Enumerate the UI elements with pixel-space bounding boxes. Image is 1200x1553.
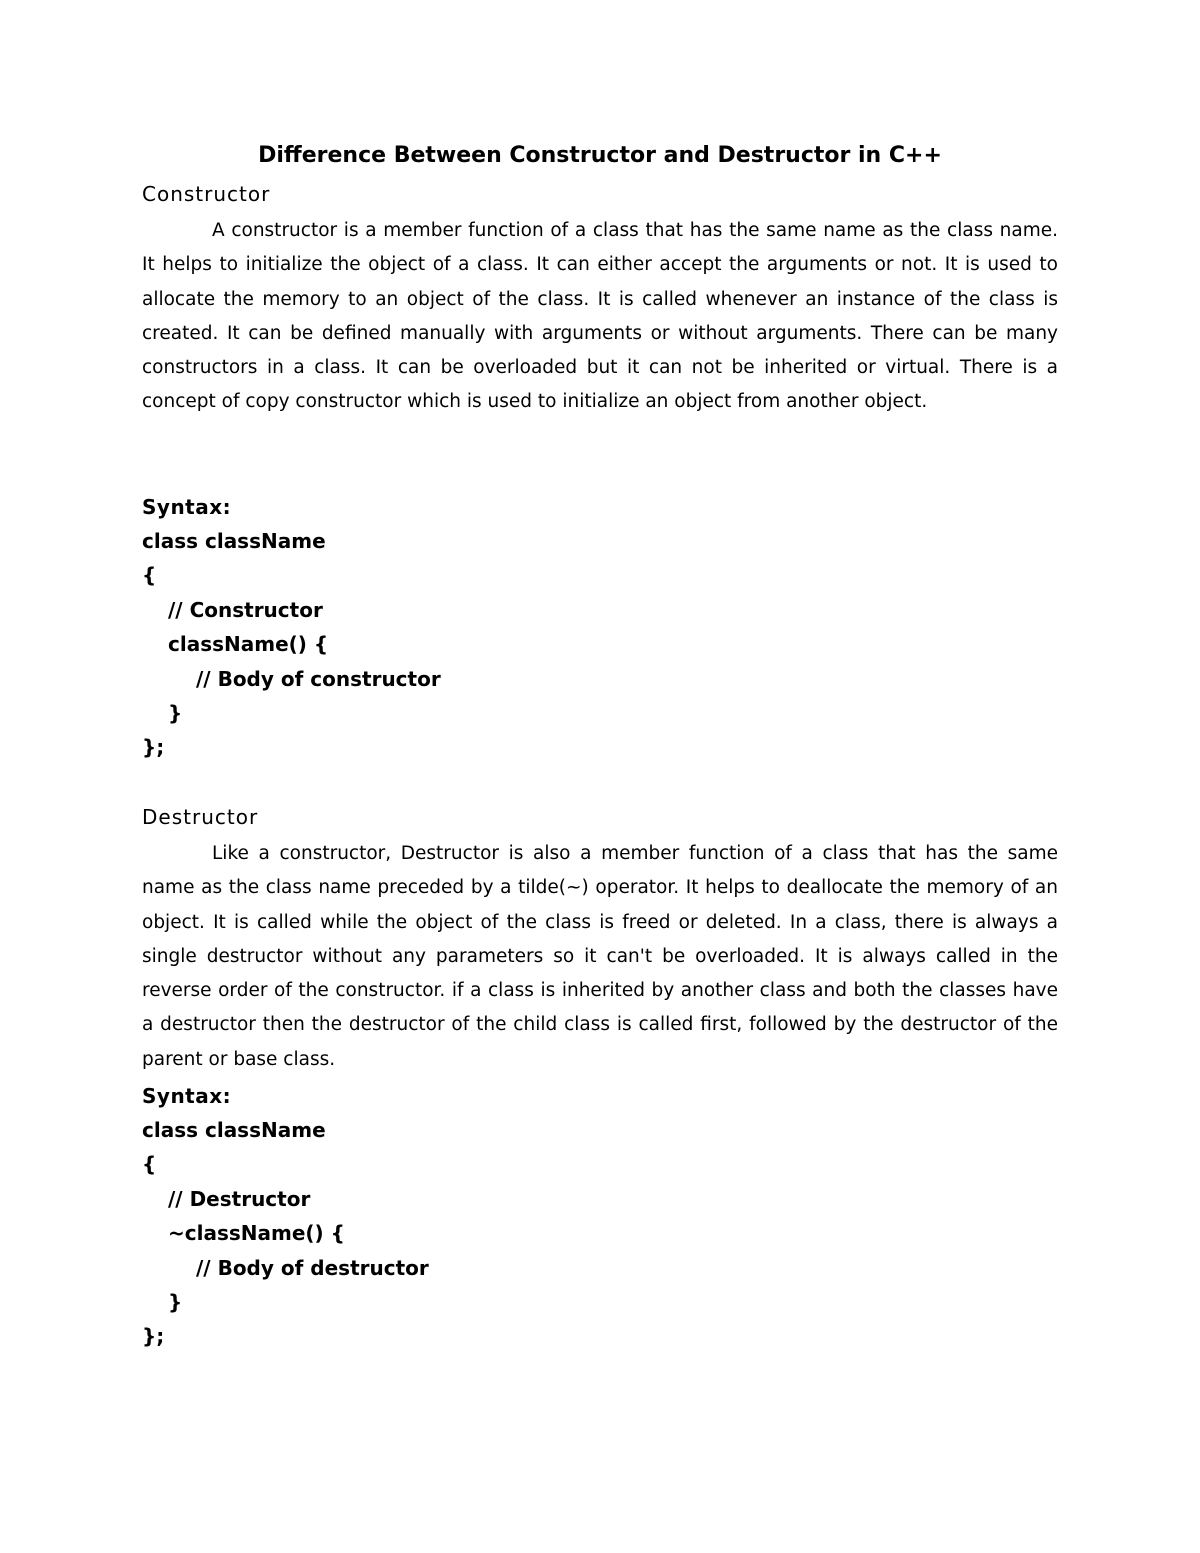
code-line: // Destructor	[168, 1186, 311, 1211]
code-line: className() {	[168, 632, 329, 657]
code-line: }	[168, 1290, 183, 1315]
code-line: // Body of constructor	[196, 666, 441, 691]
code-line: {	[142, 563, 157, 588]
code-line: class className	[142, 1118, 326, 1142]
constructor-syntax-label: Syntax:	[142, 495, 232, 519]
document-title: Difference Between Constructor and Destructor in C++	[258, 143, 942, 168]
constructor-heading: Constructor	[142, 182, 271, 206]
code-line: // Body of destructor	[196, 1255, 429, 1280]
destructor-syntax-label: Syntax:	[142, 1084, 232, 1108]
code-line: };	[142, 735, 165, 760]
constructor-code-block	[142, 524, 441, 765]
code-line: {	[142, 1152, 157, 1177]
code-line: };	[142, 1324, 165, 1349]
constructor-paragraph: A constructor is a member function of a class that has the same name as the class name. It helps to initialize the object of a class. It can either accept the arguments or not. It is used to allocate the memory to an object of the class. It is called whenever an instance of the class is created. It can be defined manually with arguments or without arguments. There can be many constructors in a class. It can be overloaded but it can not be inherited or virtual. There is a concept of copy constructor which is used to initialize an object from another object.	[142, 220, 1058, 413]
code-line: }	[168, 701, 183, 726]
code-line: class className	[142, 529, 326, 553]
code-line: ~className() {	[168, 1221, 345, 1246]
destructor-heading: Destructor	[142, 805, 259, 829]
document-page	[142, 0, 1058, 1553]
destructor-code-block	[142, 1113, 429, 1354]
code-line: // Constructor	[168, 597, 323, 622]
destructor-paragraph: Like a constructor, Destructor is also a member function of a class that has the same name as the class name preceded by a tilde(~) operator. It helps to deallocate the memory of an object. It is called while the object of the class is freed or deleted. In a class, there is always a single destructor without any parameters so it can't be overloaded. It is always called in the reverse order of the constructor. if a class is inherited by another class and both the classes have a destructor then the destructor of the child class is called first, followed by the destructor of the parent or base class.	[142, 843, 1058, 1070]
